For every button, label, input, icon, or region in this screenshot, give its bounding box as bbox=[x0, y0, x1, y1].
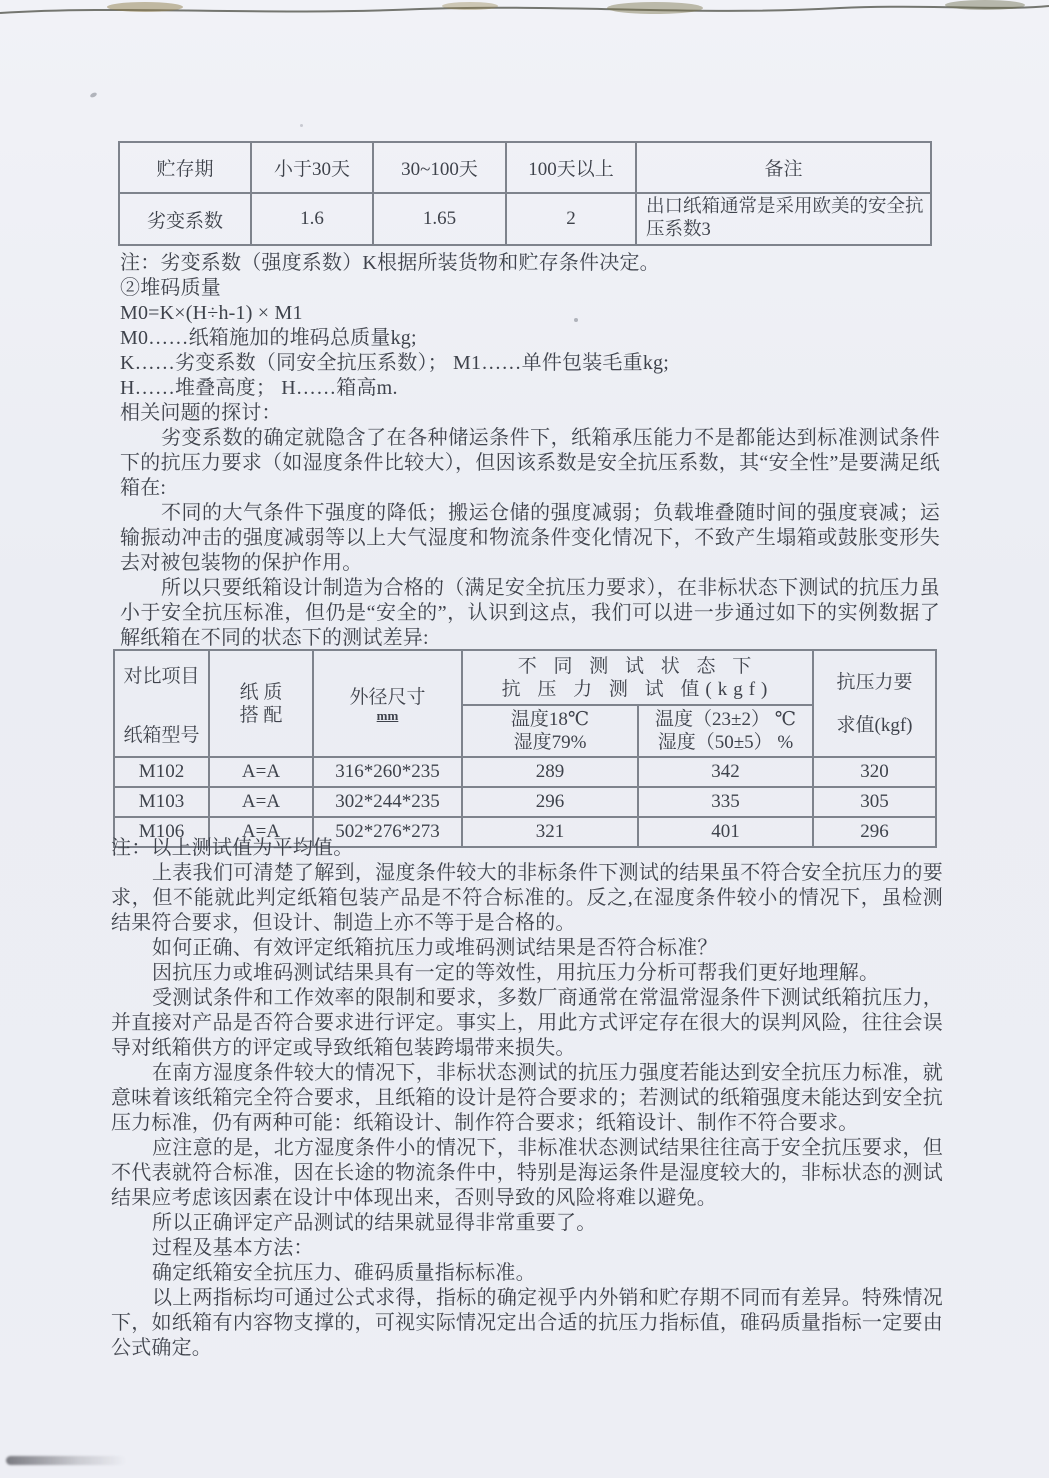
table2-test2-cell: 335 bbox=[638, 787, 813, 817]
unit-mm-label: mm bbox=[376, 707, 399, 723]
table2-corner-bottom-label: 纸箱型号 bbox=[123, 724, 200, 746]
discussion-paragraph: 应注意的是，北方湿度条件小的情况下，非标准状态测试结果往往高于安全抗压要求，但不代表就符合标准，因在长途的物流条件中，特别是海运条件是湿度较大的，非标状态的测试结果应考虑该因素在设计中体现出来，否则导致的风险将难以避免。 bbox=[111, 1137, 943, 1209]
table1-header-remark: 备注 bbox=[636, 142, 931, 193]
table2-req-cell: 305 bbox=[813, 787, 936, 817]
discussion-paragraph: 如何正确、有效评定纸箱抗压力或堆码测试结果是否符合标准？ bbox=[152, 937, 718, 959]
table2-model-cell: M103 bbox=[114, 787, 209, 817]
table2-size-cell: 316*260*235 bbox=[313, 757, 462, 787]
table2-test2-cell: 342 bbox=[638, 757, 813, 787]
table2-note: 注：以上测试值为平均值。 bbox=[111, 837, 354, 859]
table2-header-required-value: 抗压力要 求值(kgf) bbox=[813, 650, 936, 757]
definition-h: H……堆叠高度； H……箱高m. bbox=[120, 377, 398, 399]
deterioration-coefficient-table bbox=[118, 141, 932, 246]
discussion-paragraph: 在南方湿度条件较大的情况下，非标状态测试的抗压力强度若能达到安全抗压力标准，就意味着该纸箱完全符合要求，且纸箱的设计是符合要求的；若测试的纸箱强度未能达到安全抗压力标准，仍有两种可能：纸箱设计、制作符合要求；纸箱设计、制作不符合要求。 bbox=[111, 1062, 943, 1134]
table2-size-cell: 502*276*273 bbox=[313, 817, 462, 847]
table1-value-3: 2 bbox=[506, 193, 636, 245]
table2-req-cell: 320 bbox=[813, 757, 936, 787]
scan-top-edge-artifact bbox=[0, 0, 1049, 22]
stacking-mass-section bbox=[120, 251, 940, 651]
table2-req-cell: 296 bbox=[813, 817, 936, 847]
discussion-paragraph: 因抗压力或堆码测试结果具有一定的等效性，用抗压力分析可帮我们更好地理解。 bbox=[152, 962, 880, 984]
table2-subheader-condition-1: 温度18℃ 湿度79% bbox=[462, 705, 638, 757]
table-row bbox=[119, 142, 931, 193]
table1-header-over-100-days: 100天以上 bbox=[506, 142, 636, 193]
table2-header-outer-size: 外径尺寸 mm bbox=[313, 650, 462, 757]
table2-size-cell: 302*244*235 bbox=[313, 787, 462, 817]
discussion-paragraph: 所以只要纸箱设计制造为合格的（满足安全抗压力要求），在非标状态下测试的抗压力虽小于安全抗压标准，但仍是“安全的”，认识到这点，我们可以进一步通过如下的实例数据了解纸箱在不同的状态下的测试差异: bbox=[120, 577, 940, 649]
table2-model-cell: M106 bbox=[114, 817, 209, 847]
discussion-paragraph: 不同的大气条件下强度的降低；搬运仓储的强度减弱；负载堆叠随时间的强度衰减；运输振动冲击的强度减弱等以上大气湿度和物流条件变化情况下，不致产生塌箱或鼓胀变形失去对被包装物的保护作用。 bbox=[120, 502, 940, 574]
table1-remark-cell: 出口纸箱通常是采用欧美的安全抗压系数3 bbox=[636, 193, 931, 245]
stacking-mass-formula: M0=K×(H÷h-1) × M1 bbox=[120, 302, 303, 324]
table1-header-30-100-days: 30~100天 bbox=[373, 142, 506, 193]
table2-corner-top-label: 对比项目 bbox=[123, 665, 200, 687]
evaluation-discussion-section bbox=[111, 836, 943, 1361]
table2-test1-cell: 321 bbox=[462, 817, 638, 847]
table2-test2-cell: 401 bbox=[638, 817, 813, 847]
scan-speck bbox=[89, 92, 97, 99]
scan-bottom-smudge bbox=[6, 1456, 126, 1465]
table2-header-test-conditions: 不 同 测 试 状 态 下 抗 压 力 测 试 值(kgf) bbox=[462, 650, 813, 705]
table2-subheader-condition-2: 温度（23±2） ℃ 湿度（50±5） % bbox=[638, 705, 813, 757]
table-row bbox=[114, 757, 936, 787]
discussion-paragraph: 确定纸箱安全抗压力、碓码质量指标标准。 bbox=[152, 1262, 536, 1284]
discussion-paragraph: 上表我们可清楚了解到，湿度条件较大的非标条件下测试的结果虽不符合安全抗压力的要求，但不能就此判定纸箱包装产品是不符合标准的。反之,在湿度条件较小的情况下，虽检测结果符合要求，但设计、制造上亦不等于是合格的。 bbox=[111, 862, 943, 934]
process-method-title: 过程及基本方法： bbox=[152, 1237, 314, 1259]
table2-paper-cell: A=A bbox=[209, 787, 313, 817]
definition-k-m1: K……劣变系数（同安全抗压系数）； M1……单件包装毛重kg; bbox=[120, 352, 669, 374]
table1-header-under-30-days: 小于30天 bbox=[251, 142, 373, 193]
discussion-paragraph: 以上两指标均可通过公式求得，指标的确定视乎内外销和贮存期不同而有差异。特殊情况下，如纸箱有内容物支撑的，可视实际情况定出合适的抗压力指标值，碓码质量指标一定要由公式确定。 bbox=[111, 1287, 943, 1359]
table1-value-2: 1.65 bbox=[373, 193, 506, 245]
table2-header-paper-combination: 纸 质 搭 配 bbox=[209, 650, 313, 757]
table2-test1-cell: 296 bbox=[462, 787, 638, 817]
discussion-title: 相关问题的探讨： bbox=[120, 402, 282, 424]
stacking-mass-heading: ②堆码质量 bbox=[120, 277, 221, 299]
discussion-paragraph: 劣变系数的确定就隐含了在各种储运条件下，纸箱承压能力不是都能达到标准测试条件下的抗压力要求（如湿度条件比较大），但因该系数是安全抗压系数，其“安全性”是要满足纸箱在: bbox=[120, 427, 940, 499]
table2-paper-cell: A=A bbox=[209, 817, 313, 847]
table1-value-1: 1.6 bbox=[251, 193, 373, 245]
table1-header-storage-period: 贮存期 bbox=[119, 142, 251, 193]
table-row bbox=[114, 787, 936, 817]
table1-note: 注：劣变系数（强度系数）K根据所装货物和贮存条件决定。 bbox=[120, 252, 660, 274]
compression-test-table bbox=[113, 649, 937, 848]
table2-header-model bbox=[114, 650, 209, 757]
table2-test1-cell: 289 bbox=[462, 757, 638, 787]
table2-paper-cell: A=A bbox=[209, 757, 313, 787]
discussion-paragraph: 所以正确评定产品测试的结果就显得非常重要了。 bbox=[152, 1212, 597, 1234]
discussion-paragraph: 受测试条件和工作效率的限制和要求，多数厂商通常在常温常湿条件下测试纸箱抗压力，并直接对产品是否符合要求进行评定。事实上，用此方式评定存在很大的误判风险，往往会误导对纸箱供方的评定或导致纸箱包装跨塌带来损失。 bbox=[111, 987, 943, 1059]
scan-speck bbox=[300, 124, 303, 127]
definition-m0: M0……纸箱施加的堆码总质量kg; bbox=[120, 327, 417, 349]
table-row bbox=[119, 193, 931, 245]
table2-model-cell: M102 bbox=[114, 757, 209, 787]
table-row bbox=[114, 650, 936, 705]
table1-row-label: 劣变系数 bbox=[119, 193, 251, 245]
